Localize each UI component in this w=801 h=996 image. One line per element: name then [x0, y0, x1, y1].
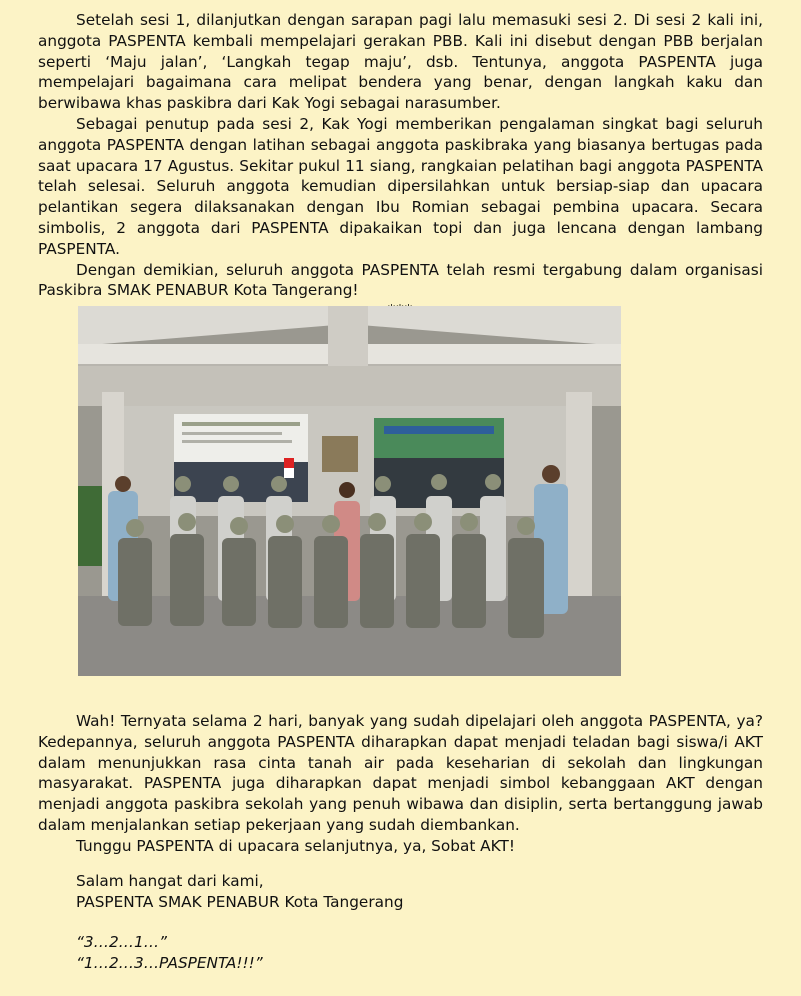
closing-greeting: Salam hangat dari kami, [76, 872, 264, 890]
article-top [38, 10, 763, 319]
paragraph-closing-session: Sebagai penutup pada sesi 2, Kak Yogi memberikan pengalaman singkat bagi seluruh anggota PASPENTA dengan latihan sebagai anggota paskibraka yang biasanya bertugas pada saat upacara 17 Agustus. Sekitar pukul 11 siang, rangkaian pelatihan bagi anggota PASPENTA telah selesai. Seluruh anggota kemudian dipersilahkan untuk bersiap-siap dan upacara pelantikan segera dilaksanakan dengan Ibu Romian sebagai pembina upacara. Secara simbolis, 2 anggota dari PASPENTA dipakaikan topi dan juga lencana dengan lambang PASPENTA. [38, 114, 763, 258]
closing-signature: PASPENTA SMAK PENABUR Kota Tangerang [76, 892, 404, 911]
paragraph-reflection: Wah! Ternyata selama 2 hari, banyak yang sudah dipelajari oleh anggota PASPENTA, ya? Kedepannya, seluruh anggota PASPENTA diharapkan dapat menjadi teladan bagi siswa/i AKT dalam menunjukkan rasa cinta tanah air pada keseharian di sekolah dan lingkungan masyarakat. PASPENTA juga diharapkan dapat menjadi simbol kebanggaan AKT dengan menjadi anggota paskibra sekolah yang penuh wibawa dan disiplin, serta bertanggung jawab dalam menjalankan setiap pekerjaan yang sudah diembankan. [38, 712, 763, 834]
chant-line-1: “3…2…1…” [76, 933, 167, 951]
article-bottom [38, 711, 763, 857]
paragraph-invitation: Tunggu PASPENTA di upacara selanjutnya, ya, Sobat AKT! [76, 836, 515, 855]
group-photo [78, 306, 621, 676]
chant-line-2: “1…2…3…PASPENTA!!!” [76, 953, 263, 972]
paragraph-session-2: Setelah sesi 1, dilanjutkan dengan sarapan pagi lalu memasuki sesi 2. Di sesi 2 kali ini, anggota PASPENTA kembali mempelajari gerakan PBB. Kali ini disebut dengan PBB berjalan seperti ‘Maju jalan’, ‘Langkah tegap maju’, dsb. Tentunya, anggota PASPENTA juga mempelajari bagaimana cara melipat bendera yang benar, dengan langkah kaku dan berwibawa khas paskibra dari Kak Yogi sebagai narasumber. [38, 11, 763, 113]
closing-block [76, 871, 403, 913]
chant-block [76, 932, 263, 974]
paragraph-conclusion: Dengan demikian, seluruh anggota PASPENTA telah resmi tergabung dalam organisasi Paskibra SMAK PENABUR Kota Tangerang! [38, 260, 763, 300]
